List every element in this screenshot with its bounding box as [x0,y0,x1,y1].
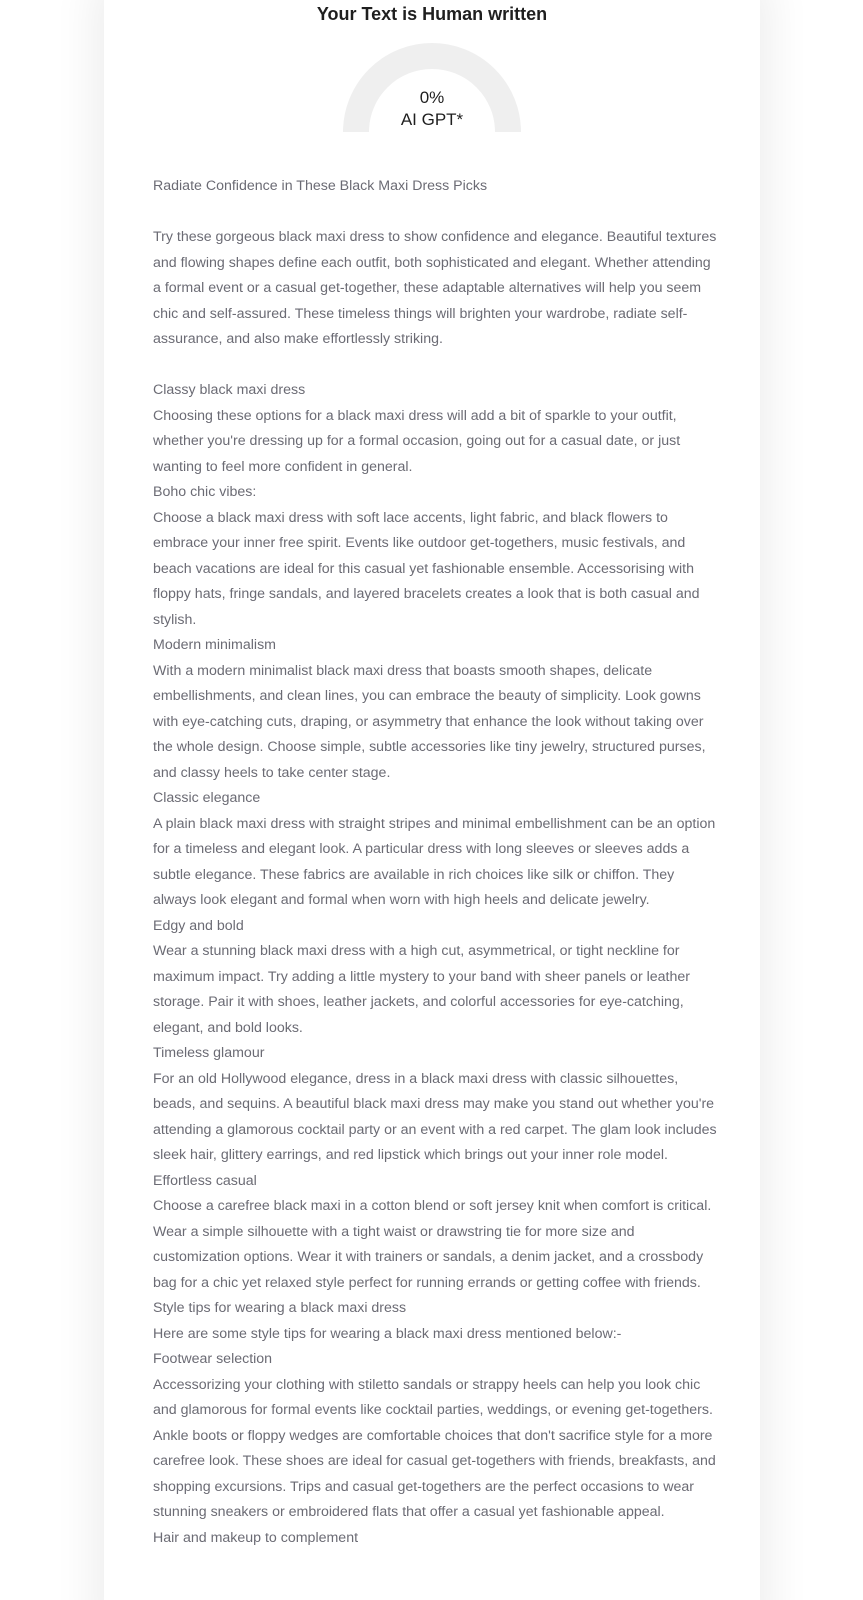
article-line: Choose a carefree black maxi in a cotton blend or soft jersey knit when comfort is critical. Wear a simple silhouette with a tight waist or drawstring tie for more size and customization options. Wear it with trainers or sandals, a denim jacket, and a crossbody bag for a chic yet relaxed style perfect for running errands or getting coffee with friends. [153,1198,712,1291]
article-line: Hair and makeup to complement [153,1529,359,1546]
article-heading: Radiate Confidence in These Black Maxi Dress Picks [153,178,488,194]
ai-label: AI GPT* [400,110,464,129]
article-line: Modern minimalism [153,637,276,653]
article-body [153,378,719,1551]
article-line: Timeless glamour [153,1045,265,1061]
article-line: For an old Hollywood elegance, dress in a black maxi dress with classic silhouettes, beads, and sequins. A beautiful black maxi dress may make you stand out whether you're attending a glamorous cocktail party or an event with a red carpet. The glam look includes sleek hair, glittery earrings, and red lipstick which brings out your inner role model. [153,1070,717,1163]
result-title: Your Text is Human written [316,4,548,24]
article-text [153,174,719,1551]
article-line: Wear a stunning black maxi dress with a high cut, asymmetrical, or tight neckline for maximum impact. Try adding a little mystery to your band with sheer panels or leather storage. Pair it with shoes, leather jackets, and colorful accessories for eye-catching, elegant, and bold looks. [153,943,690,1036]
article-line: Here are some style tips for wearing a black maxi dress mentioned below:- [153,1325,622,1342]
article-line: Footwear selection [153,1351,273,1367]
article-line: Choosing these options for a black maxi dress will add a bit of sparkle to your outfit, whether you're dressing up for a formal occasion, going out for a casual date, or just wanting to feel more confident in general. [153,407,681,475]
article-line: Classic elegance [153,790,261,806]
gauge-readout [104,87,760,131]
blank-line [153,200,719,226]
article-line: Accessorizing your clothing with stiletto sandals or strappy heels can help you look chic and glamorous for formal events like cocktail parties, weddings, or evening get-togethers. Ankle boots or floppy wedges are comfortable choices that don't sacrifice style for a more carefree look. These shoes are ideal for casual get-togethers with friends, breakfasts, and shopping excursions. Trips and casual get-togethers are the perfect occasions to wear stunning sneakers or embroidered flats that offer a casual yet fashionable appeal. [153,1376,716,1520]
article-line: Effortless casual [153,1172,257,1189]
blank-line [153,353,719,379]
article-line: Choose a black maxi dress with soft lace accents, light fabric, and black flowers to embrace your inner free spirit. Events like outdoor get-togethers, music festivals, and beach vacations are ideal for this casual yet fashionable ensemble. Accessorising with floppy hats, fringe sandals, and layered bracelets creates a look that is both casual and stylish. [153,509,700,628]
article-line: Boho chic vibes: [153,484,257,500]
article-line: Edgy and bold [153,917,244,934]
article-line: With a modern minimalist black maxi dress that boasts smooth shapes, delicate embellishments, and clean lines, you can embrace the beauty of simplicity. Look gowns with eye-catching cuts, draping, or asymmetry that enhance the look without taking over the whole design. Choose simple, subtle accessories like tiny jewelry, structured purses, and classy heels to take center stage. [153,662,706,781]
article-line: Style tips for wearing a black maxi dress [153,1300,407,1316]
article-line: Classy black maxi dress [153,382,306,398]
ai-percentage: 0% [419,88,445,107]
article-line: A plain black maxi dress with straight stripes and minimal embellishment can be an option for a timeless and elegant look. A particular dress with long sleeves or sleeves adds a subtle elegance. These fabrics are available in rich choices like silk or chiffon. They always look elegant and formal when worn with high heels and delicate jewelry. [153,815,716,908]
article-intro: Try these gorgeous black maxi dress to show confidence and elegance. Beautiful textures and flowing shapes define each outfit, both sophisticated and elegant. Whether attending a formal event or a casual get-together, these adaptable alternatives will help you seem chic and self-assured. These timeless things will brighten your wardrobe, radiate self-assurance, and also make effortlessly striking. [153,229,717,347]
